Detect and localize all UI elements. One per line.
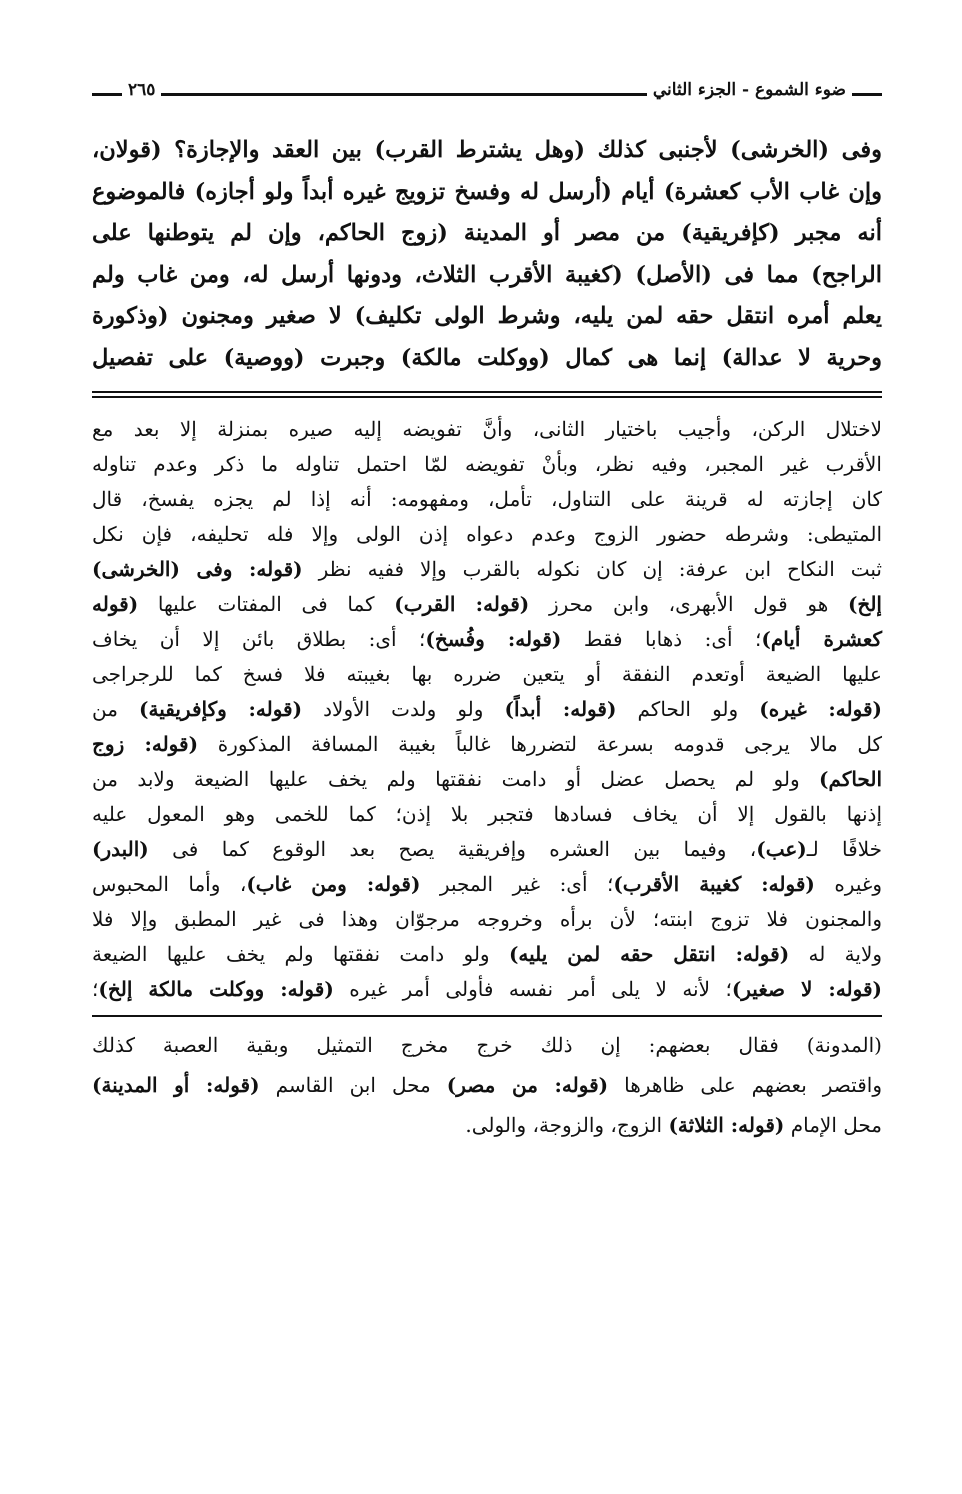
bold-citation: (قوله: ووكلت مالكة إلخ) (98, 977, 334, 1001)
text-run: هو قول الأبهرى، وابن محرز (529, 592, 848, 616)
text-run: عليها الضيعة أوتعدم النفقة أو يتعين ضرره بها بغيبته فلا فسخ كما للرجراجى (92, 662, 882, 686)
text-run: كان إجازته له قرينة على التناول، تأمل، ومفهومه: أنه إذا لم يجزه يفسخ، قال (92, 487, 882, 511)
main-line: الراجح) مما فى (الأصل) (كغيبة الأقرب الثلاث، ودونها أرسل له، ومن غاب ولم (92, 261, 882, 288)
bold-citation: (قوله: أبداً) (504, 697, 617, 721)
bold-citation: إلخ) (847, 592, 882, 616)
bold-citation: (قوله: انتقل حقه لمن يليه) (508, 942, 790, 966)
text-run: كل مالا يرجى قدومه بسرعة لتضررها غالباً بغيبة المسافة المذكورة (198, 732, 882, 756)
text-run: الأقرب غير المجبر، وفيه نظر، وبأنْ تفويضه لمّا احتمل تناوله ما ذكر وعدم تناوله (92, 452, 882, 476)
commentary-line (92, 587, 882, 622)
footnote-line (92, 1025, 882, 1065)
footnote-line (92, 1065, 882, 1105)
bold-citation: (قوله: وفُسخ) (425, 627, 562, 651)
text-run: ؛ أى: غير المجبر (420, 872, 614, 896)
bold-citation: (قوله: من مصر) (446, 1073, 609, 1097)
page-number: ٢٦٥ (122, 80, 161, 100)
commentary-line (92, 727, 882, 762)
text-run: ؛ أى: ذهابا فقط (561, 627, 762, 651)
bold-citation: (قوله: القرب) (394, 592, 530, 616)
double-divider (92, 391, 882, 398)
commentary-line (92, 867, 882, 902)
commentary-line (92, 762, 882, 797)
commentary-line (92, 447, 882, 482)
commentary-line (92, 517, 882, 552)
text-run: خلافًا لـ (806, 837, 882, 861)
bold-citation: (قوله: لا صغير) (731, 977, 882, 1001)
commentary-line (92, 552, 882, 587)
commentary-section (92, 412, 882, 1007)
commentary-line (92, 832, 882, 867)
footnote-divider (92, 1015, 882, 1017)
text-run: ولو الحاكم (616, 697, 760, 721)
text-run: محل الإمام (784, 1113, 882, 1137)
main-line: وإن غاب الأب كعشرة) أيام (أرسل له وفسخ تزويج غيره أبداً ولو أجازه) فالموضوع (92, 178, 882, 205)
header-title: ضوء الشموع - الجزء الثاني (647, 80, 852, 100)
text-run: من (92, 697, 140, 721)
main-line: أنه مجبر (كإفريقية) من مصر أو المدينة (زوج الحاكم، وإن لم يتوطنها على (92, 220, 882, 246)
main-line: وفى (الخرشى) لأجنبى كذلك (وهل يشترط القرب) بين العقد والإجازة؟ (قولان، (92, 137, 882, 163)
bold-citation: (البدر) (92, 837, 149, 861)
bold-citation: (قوله: كغيبة الأقرب) (613, 872, 815, 896)
text-run: ثبت النكاح ابن عرفة: إن كان نكوله بالقرب وإلا ففيه نظر (302, 557, 882, 581)
text-run: ولاية له (789, 942, 883, 966)
text-run: ؛ لأنه لا يلى أمر نفسه فأولى أمر غيره (333, 977, 732, 1001)
commentary-line (92, 622, 882, 657)
bold-citation: (قوله (92, 592, 139, 616)
bold-citation: (قوله: الثلاثة) (668, 1113, 785, 1137)
bold-citation: (عب) (756, 837, 807, 861)
text-run: ولو دامت نفقتها ولم يخف عليها الضيعة (92, 942, 509, 966)
text-run: ، وفيما بين العشره وإفريقية يصح بعد الوقوع كما فى (148, 837, 757, 861)
bold-citation: (قوله: غيره) (759, 697, 882, 721)
commentary-line (92, 797, 882, 832)
text-run: كما فى المفتات عليها (138, 592, 395, 616)
footnote-line (92, 1105, 882, 1145)
commentary-line (92, 482, 882, 517)
bold-citation: (قوله: أو المدينة) (92, 1073, 260, 1097)
text-run: المتيطى: وشرطه حضور الزوج وعدم دعواه إذن الولى وإلا فله تحليفه، فإن نكل (92, 522, 882, 546)
text-run: محل ابن القاسم (259, 1073, 447, 1097)
book-page (92, 78, 882, 1145)
main-line: وحرية لا عدالة) إنما هى كمال (ووكلت مالكة) وجبرت (ووصية) على تفصيل (92, 344, 882, 371)
commentary-line (92, 902, 882, 937)
bold-citation: كعشرة أيام) (761, 627, 882, 651)
bold-citation: (قوله: زوج (92, 732, 199, 756)
text-run: الزوج، والزوجة، والولى. (465, 1113, 669, 1137)
text-run: ؛ (92, 977, 99, 1001)
main-line: يعلم أمره انتقل حقه لمن يليه، وشرط الولى تكليف) لا صغير ومجنون (وذكورة (92, 303, 882, 329)
text-run: وغيره (814, 872, 882, 896)
commentary-line (92, 937, 882, 972)
text-run: ، وأما المحبوس (92, 872, 247, 896)
main-text (92, 130, 882, 379)
text-run: إذنها بالقول إلا أن يخاف فسادها فتجبر بلا إذن؛ كما للخمى وهو المعول عليه (92, 802, 882, 826)
commentary-line (92, 692, 882, 727)
commentary-line (92, 657, 882, 692)
text-run: ولو لم يحصل عضل أو دامت نفقتها ولم يخف عليها الضيعة ولابد من (92, 767, 820, 791)
text-run: (المدونة) فقال بعضهم: إن ذلك خرج مخرج التمثيل وبقية العصبة كذلك (92, 1033, 882, 1057)
commentary-line (92, 972, 882, 1007)
bold-citation: (قوله: وكإفريقية) (139, 697, 303, 721)
bold-citation: (قوله: وفى (الخرشى) (92, 557, 303, 581)
text-run: والمجنون فلا تزوج ابنته؛ لأن برأه وخروجه مرجوّان وهذا فى غير المطبق وإلا فلا (92, 907, 882, 931)
bold-citation: (قوله: ومن غاب) (246, 872, 421, 896)
running-header (92, 78, 882, 108)
commentary-line (92, 412, 882, 447)
text-run: ؛ أى: بطلاق بائن إلا أن يخاف (92, 627, 426, 651)
text-run: واقتصر بعضهم على ظاهرها (608, 1073, 882, 1097)
bold-citation: الحاكم) (819, 767, 882, 791)
text-run: لاختلال الركن، وأجيب باختيار الثانى، وأنَّ تفويضه إليه صيره بمنزلة إلا بعد مع (92, 417, 882, 441)
footnote-section (92, 1025, 882, 1145)
text-run: ولو ولدت الأولاد (302, 697, 505, 721)
